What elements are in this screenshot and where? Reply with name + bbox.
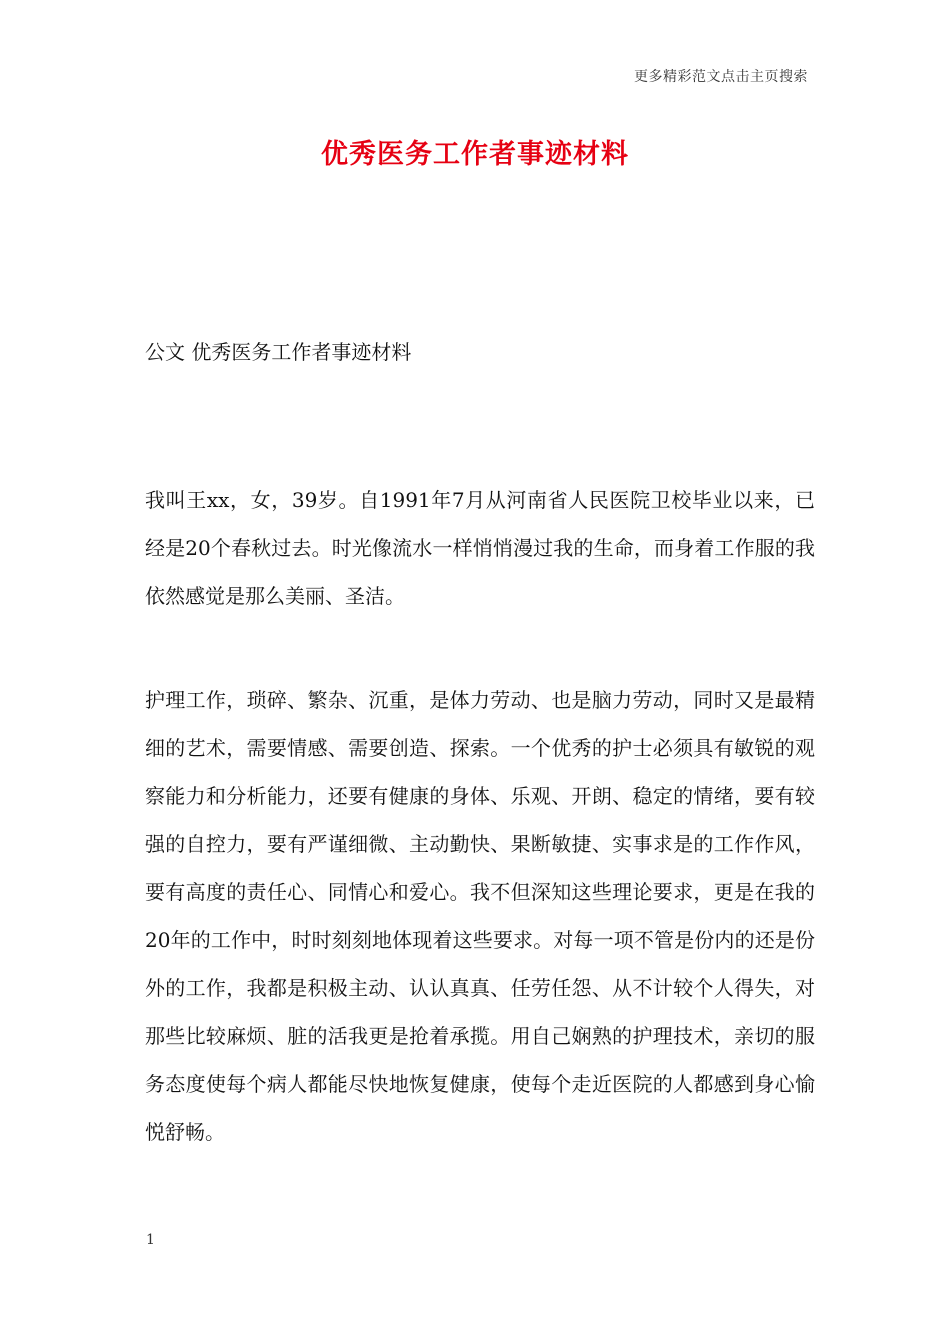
page-number: 1 — [146, 1232, 155, 1248]
header-note: 更多精彩范文点击主页搜索 — [634, 69, 808, 85]
document-title: 优秀医务工作者事迹材料 — [321, 139, 629, 170]
paragraph-nursing-work: 护理工作，琐碎、繁杂、沉重，是体力劳动、也是脑力劳动，同时又是最精细的艺术，需要情感、需要创造、探索。一个优秀的护士必须具有敏锐的观察能力和分析能力，还要有健康的身体、乐观、开朗、稳定的情绪，要有较强的自控力，要有严谨细微、主动勤快、果断敏捷、实事求是的工作作风，要有高度的责任心、同情心和爱心。我不但深知这些理论要求，更是在我的20年的工作中，时时刻刻地体现着这些要求。对每一项不管是份内的还是份外的工作，我都是积极主动、认认真真、任劳任怨、从不计较个人得失，对那些比较麻烦、脏的活我更是抢着承揽。用自己娴熟的护理技术，亲切的服务态度使每个病人都能尽快地恢复健康，使每个走近医院的人都感到身心愉悦舒畅。 — [145, 688, 815, 1144]
document-subtitle: 公文 优秀医务工作者事迹材料 — [145, 340, 412, 364]
paragraph-intro: 我叫王xx，女，39岁。自1991年7月从河南省人民医院卫校毕业以来，已经是20个春秋过去。时光像流水一样悄悄漫过我的生命，而身着工作服的我依然感觉是那么美丽、圣洁。 — [145, 488, 815, 608]
